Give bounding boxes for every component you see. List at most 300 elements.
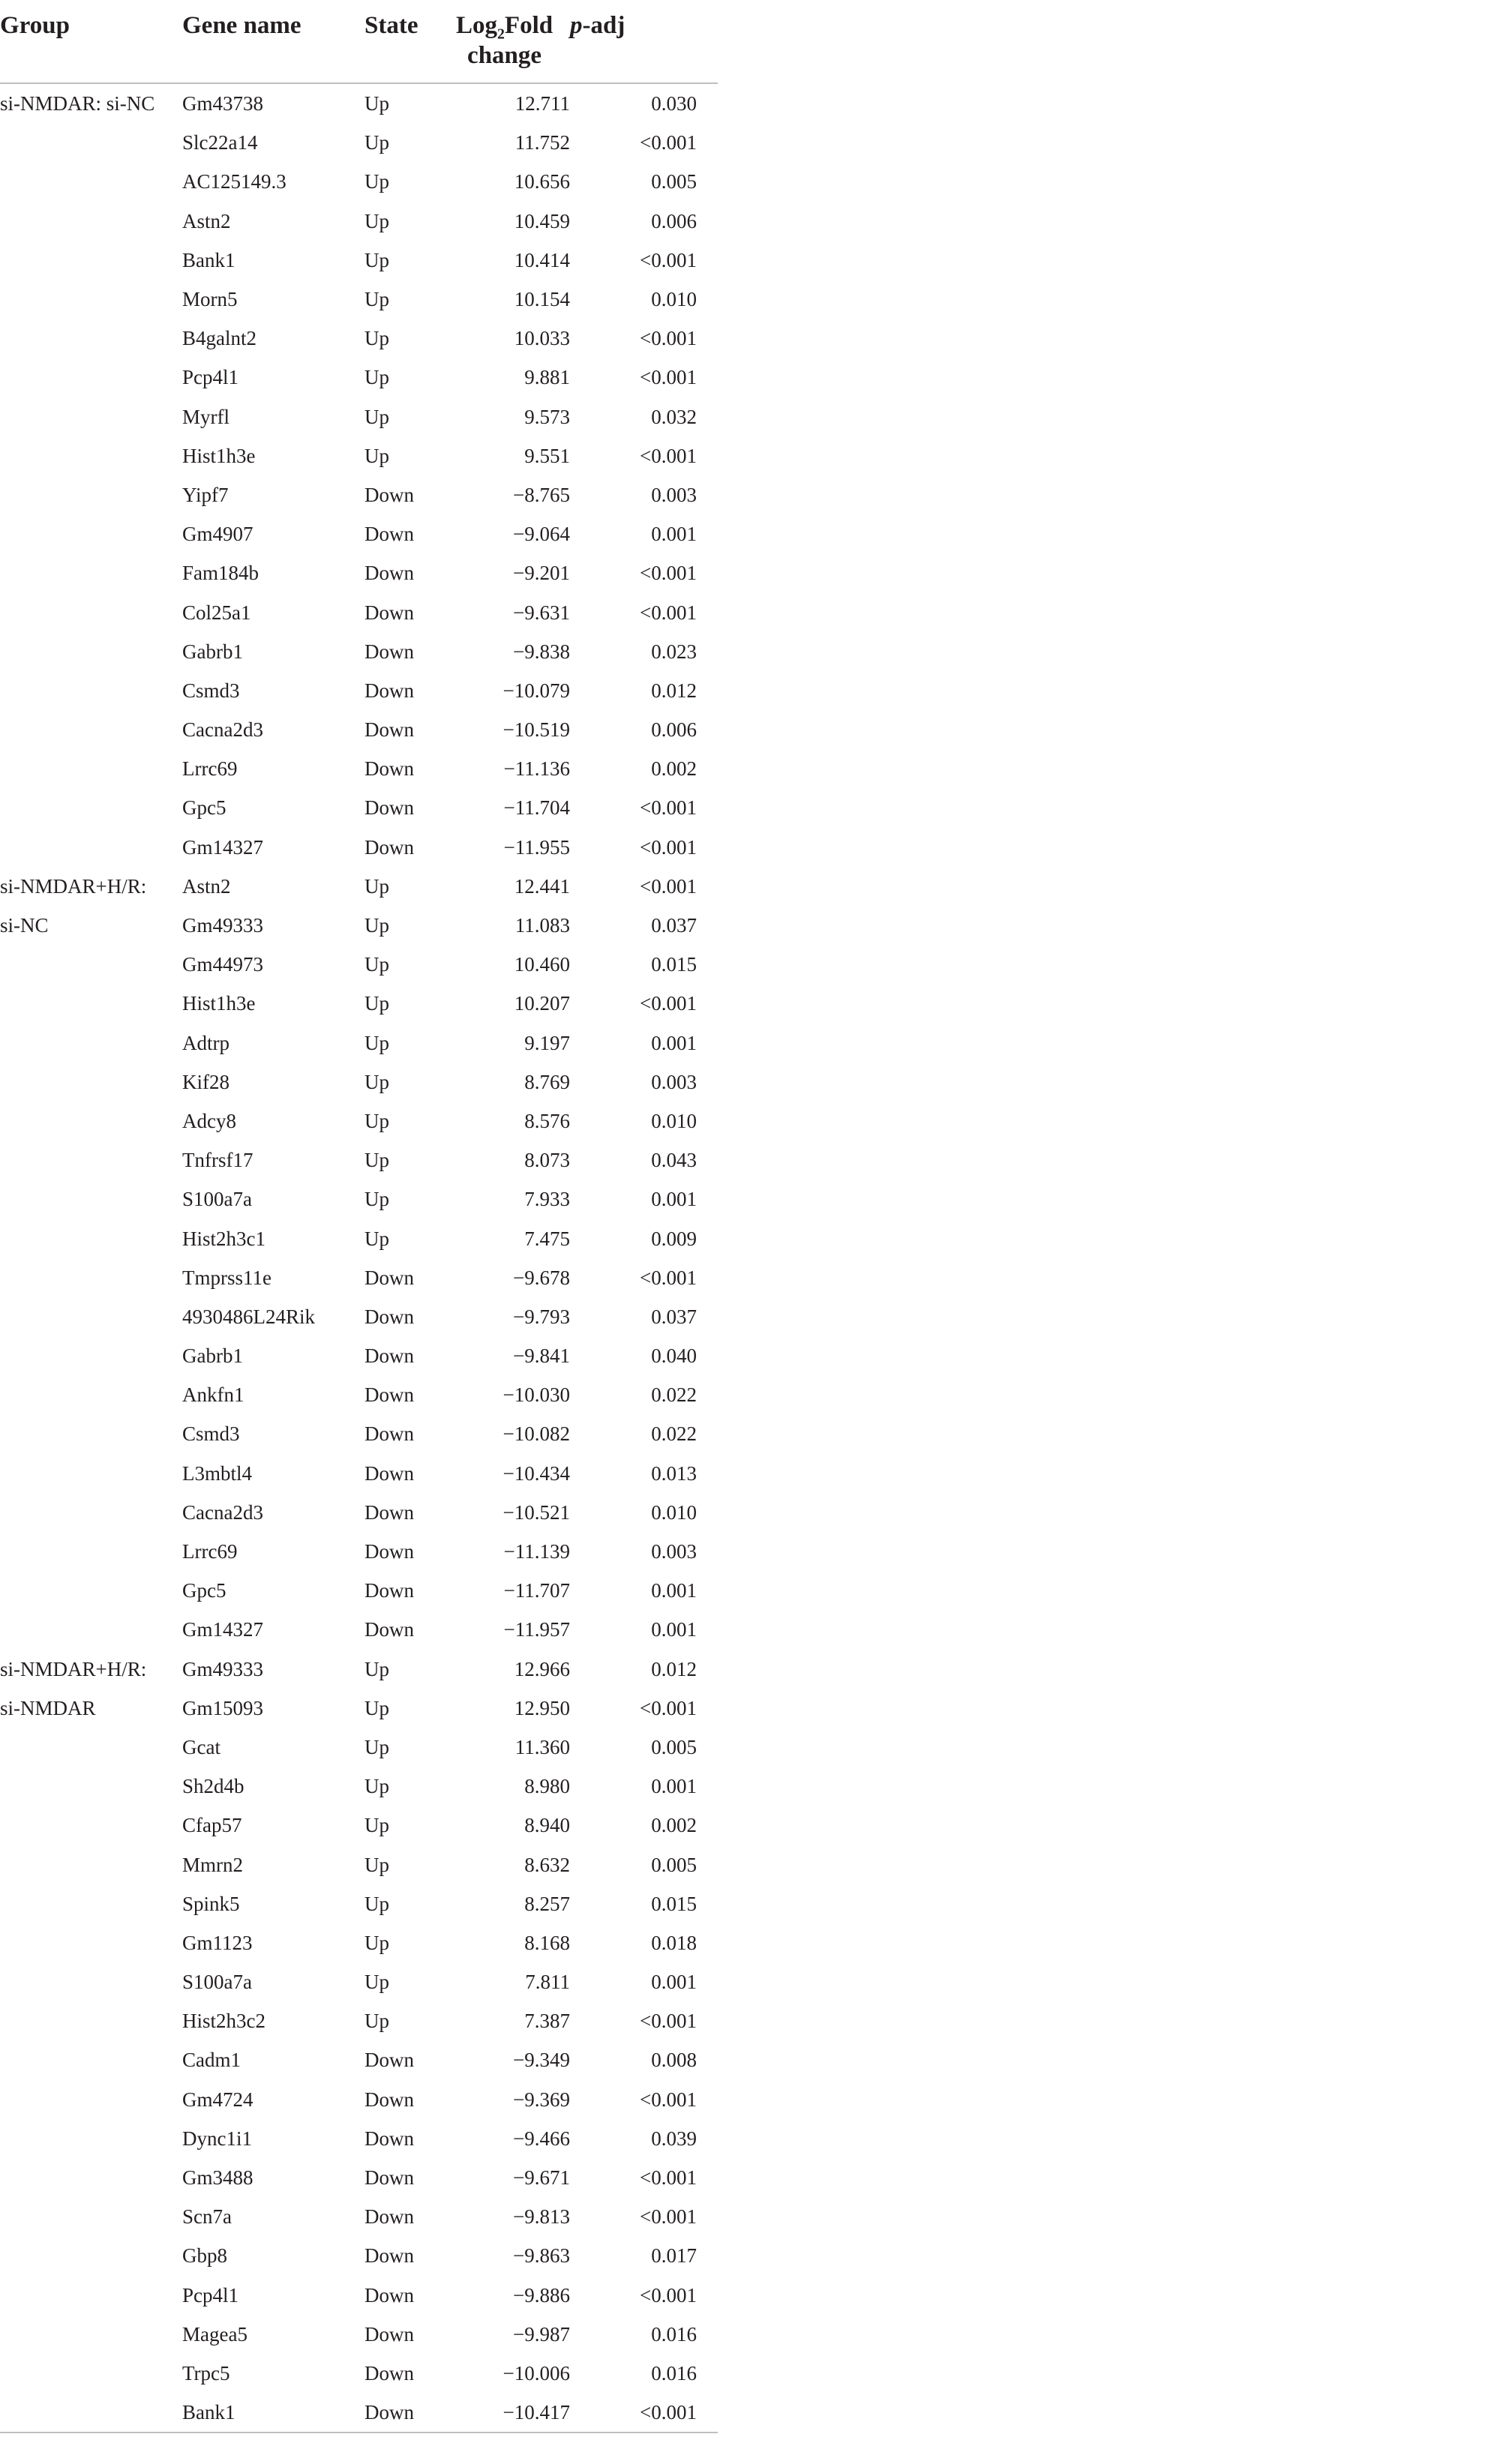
p-adj-cell-text: 0.001	[651, 1971, 697, 1994]
log2-fold-change-cell-text: −10.434	[502, 1461, 570, 1485]
table-row	[0, 2001, 718, 2040]
group-cell	[0, 162, 182, 201]
table-row	[0, 1297, 718, 1336]
state-cell	[364, 2236, 456, 2275]
log2-fold-change-cell-text: 12.950	[514, 1696, 570, 1719]
p-adj-cell	[570, 2236, 718, 2275]
p-adj-cell-text: 0.001	[651, 1618, 697, 1641]
p-adj-cell-text: 0.003	[651, 1540, 697, 1563]
p-adj-cell	[570, 1806, 718, 1845]
header-p-adj: p-adj	[570, 0, 718, 83]
gene-name-cell-text: Pcp4l1	[182, 366, 239, 389]
p-adj-cell	[570, 1493, 718, 1532]
log2-fold-change-cell-text: −11.957	[503, 1618, 570, 1641]
state-cell	[364, 280, 456, 319]
state-cell	[364, 202, 456, 241]
log2-fold-change-cell	[456, 1219, 570, 1257]
state-cell	[364, 397, 456, 436]
state-cell-text: Up	[364, 1735, 389, 1758]
state-cell	[364, 2354, 456, 2393]
group-cell	[0, 984, 182, 1023]
log2-fold-change-cell	[456, 1024, 570, 1063]
p-adj-cell-text: 0.005	[651, 1853, 697, 1876]
gene-name-cell	[182, 514, 364, 553]
group-cell-text: si-NMDAR	[0, 1696, 96, 1719]
log2-fold-change-cell	[456, 358, 570, 397]
p-adj-cell	[570, 1845, 718, 1884]
state-cell	[364, 1923, 456, 1962]
table-row	[0, 1767, 718, 1806]
p-adj-cell-text: 0.010	[651, 1109, 697, 1132]
p-adj-cell-text: <0.001	[640, 444, 697, 467]
log2-fold-change-cell-text: −10.006	[502, 2361, 570, 2385]
state-cell-text: Down	[364, 1344, 414, 1368]
gene-name-cell	[182, 828, 364, 867]
gene-name-cell	[182, 906, 364, 945]
log2-fold-change-cell-text: 8.769	[524, 1070, 570, 1093]
state-cell-text: Down	[364, 2205, 414, 2229]
gene-name-cell	[182, 867, 364, 906]
group-cell	[0, 828, 182, 867]
state-cell-text: Down	[364, 2049, 414, 2072]
p-adj-cell-text: 0.016	[651, 2361, 697, 2385]
log2-fold-change-cell	[456, 2080, 570, 2119]
state-cell-text: Down	[364, 718, 414, 742]
state-cell-text: Down	[364, 835, 414, 859]
gene-name-cell	[182, 2197, 364, 2236]
gene-name-cell-text: Morn5	[182, 288, 238, 311]
log2-fold-change-cell-text: −9.886	[513, 2283, 570, 2307]
group-cell-text: si-NC	[0, 914, 49, 937]
log2-fold-change-cell-text: 12.966	[514, 1657, 570, 1680]
log2-fold-change-cell	[456, 828, 570, 867]
state-cell	[364, 1141, 456, 1180]
group-cell	[0, 1767, 182, 1806]
p-adj-cell	[570, 1219, 718, 1257]
header-gene-name: Gene name	[182, 0, 364, 83]
p-adj-cell-text: 0.001	[651, 1775, 697, 1798]
gene-name-cell-text: L3mbtl4	[182, 1461, 252, 1485]
group-cell	[0, 280, 182, 319]
gene-name-cell	[182, 1884, 364, 1923]
state-cell-text: Down	[364, 1383, 414, 1407]
gene-name-cell-text: B4galnt2	[182, 327, 256, 350]
gene-name-cell-text: Gm14327	[182, 1618, 263, 1641]
state-cell-text: Up	[364, 327, 389, 350]
group-cell	[0, 1571, 182, 1610]
state-cell-text: Down	[364, 2166, 414, 2190]
state-cell	[364, 592, 456, 631]
p-adj-cell	[570, 671, 718, 710]
group-cell	[0, 671, 182, 710]
log2-fold-change-cell-text: 8.576	[524, 1109, 570, 1132]
p-adj-cell	[570, 475, 718, 514]
gene-name-cell	[182, 592, 364, 631]
group-cell	[0, 2276, 182, 2315]
gene-name-cell	[182, 2315, 364, 2354]
p-adj-cell	[570, 945, 718, 984]
log2-fold-change-cell-text: 11.360	[514, 1735, 570, 1758]
p-adj-cell	[570, 1532, 718, 1571]
log2-fold-change-cell-text: 8.257	[524, 1892, 570, 1915]
gene-name-cell-text: S100a7a	[182, 1971, 252, 1994]
group-cell	[0, 1063, 182, 1102]
log2-fold-change-cell	[456, 1845, 570, 1884]
log2-fold-change-cell	[456, 1180, 570, 1219]
group-cell	[0, 1336, 182, 1375]
log2-fold-change-cell	[456, 1141, 570, 1180]
group-cell	[0, 1728, 182, 1767]
group-cell	[0, 123, 182, 162]
state-cell	[364, 1532, 456, 1571]
gene-name-cell-text: Hist1h3e	[182, 992, 256, 1015]
p-adj-cell-text: 0.012	[651, 679, 697, 702]
state-cell-text: Down	[364, 640, 414, 663]
state-cell-text: Up	[364, 2010, 389, 2033]
table-row	[0, 906, 718, 945]
gene-name-cell	[182, 1024, 364, 1063]
state-cell	[364, 1806, 456, 1845]
p-adj-cell-text: 0.002	[651, 757, 697, 781]
log2-fold-change-cell	[456, 1923, 570, 1962]
p-adj-cell	[570, 1571, 718, 1610]
p-adj-cell-text: 0.001	[651, 1579, 697, 1602]
gene-name-cell-text: Gm1123	[182, 1931, 253, 1954]
gene-name-cell	[182, 1375, 364, 1414]
log2-fold-change-cell-text: −9.201	[513, 562, 570, 585]
group-cell	[0, 241, 182, 280]
table-row	[0, 202, 718, 241]
group-cell	[0, 358, 182, 397]
log2-fold-change-cell-text: −9.841	[513, 1344, 570, 1368]
state-cell	[364, 1063, 456, 1102]
p-adj-cell	[570, 1610, 718, 1649]
table-row	[0, 867, 718, 906]
gene-name-cell-text: Tnfrsf17	[182, 1149, 254, 1172]
gene-name-cell-text: Gbp8	[182, 2244, 227, 2268]
table-row	[0, 436, 718, 475]
gene-name-cell-text: Myrfl	[182, 405, 230, 428]
p-adj-cell	[570, 1063, 718, 1102]
state-cell	[364, 2315, 456, 2354]
p-adj-cell	[570, 319, 718, 358]
log2-fold-change-cell-text: 7.475	[524, 1227, 570, 1250]
p-adj-cell-text: 0.001	[651, 1188, 697, 1211]
state-cell-text: Down	[364, 1305, 414, 1328]
gene-name-cell-text: Spink5	[182, 1892, 240, 1915]
gene-name-cell-text: Hist1h3e	[182, 444, 256, 467]
table-row	[0, 1845, 718, 1884]
p-adj-cell-text: <0.001	[640, 366, 697, 389]
p-adj-cell-text: <0.001	[640, 835, 697, 859]
p-adj-cell-text: <0.001	[640, 2283, 697, 2307]
log2-fold-change-cell-text: −11.139	[503, 1540, 570, 1563]
group-cell-text: si-NMDAR+H/R:	[0, 1657, 147, 1680]
log2-fold-change-cell	[456, 984, 570, 1023]
p-adj-cell	[570, 828, 718, 867]
log2-fold-change-cell-text: 8.168	[524, 1931, 570, 1954]
state-cell	[364, 1610, 456, 1649]
group-cell	[0, 592, 182, 631]
group-cell	[0, 397, 182, 436]
log2-fold-change-cell-text: −9.987	[513, 2322, 570, 2346]
log2-fold-change-cell-text: −10.521	[502, 1500, 570, 1524]
table-row	[0, 1610, 718, 1649]
p-adj-cell	[570, 1297, 718, 1336]
p-adj-cell	[570, 1180, 718, 1219]
p-adj-cell-text: 0.043	[651, 1149, 697, 1172]
log2-fold-change-cell	[456, 2040, 570, 2079]
state-cell-text: Up	[364, 1188, 389, 1211]
table-row	[0, 358, 718, 397]
log2-fold-change-cell	[456, 2276, 570, 2315]
gene-name-cell-text: Lrrc69	[182, 1540, 238, 1563]
table-row	[0, 1336, 718, 1375]
table-row	[0, 1024, 718, 1063]
table-row	[0, 2276, 718, 2315]
p-adj-cell	[570, 1336, 718, 1375]
log2-fold-change-cell	[456, 1767, 570, 1806]
p-adj-cell	[570, 2315, 718, 2354]
p-adj-cell-text: 0.023	[651, 640, 697, 663]
group-cell	[0, 514, 182, 553]
group-cell	[0, 1884, 182, 1923]
table-row	[0, 710, 718, 749]
state-cell-text: Down	[364, 601, 414, 624]
state-cell-text: Down	[364, 2361, 414, 2385]
state-cell	[364, 1180, 456, 1219]
state-cell	[364, 1689, 456, 1728]
p-adj-cell-text: <0.001	[640, 562, 697, 585]
p-adj-cell	[570, 1141, 718, 1180]
p-adj-cell-text: 0.017	[651, 2244, 697, 2268]
state-cell	[364, 984, 456, 1023]
state-cell	[364, 828, 456, 867]
table-row	[0, 945, 718, 984]
state-cell	[364, 788, 456, 827]
group-cell	[0, 1532, 182, 1571]
table-row	[0, 241, 718, 280]
log2-fold-change-cell	[456, 1493, 570, 1532]
gene-name-cell-text: Hist2h3c1	[182, 1227, 266, 1250]
table-row	[0, 397, 718, 436]
p-adj-cell	[570, 710, 718, 749]
p-adj-cell-text: <0.001	[640, 1266, 697, 1289]
table-row	[0, 1414, 718, 1453]
table-row	[0, 984, 718, 1023]
state-cell-text: Up	[364, 992, 389, 1015]
state-cell	[364, 1258, 456, 1297]
gene-name-cell-text: Adtrp	[182, 1031, 230, 1054]
gene-name-cell	[182, 710, 364, 749]
gene-name-cell-text: Mmrn2	[182, 1853, 243, 1876]
p-adj-cell-text: 0.010	[651, 1500, 697, 1524]
group-cell	[0, 2119, 182, 2158]
group-cell	[0, 1493, 182, 1532]
p-adj-cell	[570, 2276, 718, 2315]
p-adj-cell	[570, 2119, 718, 2158]
p-adj-cell	[570, 1375, 718, 1414]
state-cell	[364, 1024, 456, 1063]
p-adj-cell	[570, 867, 718, 906]
group-cell	[0, 2040, 182, 2079]
header-row	[0, 0, 718, 83]
state-cell	[364, 1493, 456, 1532]
state-cell-text: Up	[364, 92, 389, 115]
p-adj-cell	[570, 123, 718, 162]
state-cell-text: Down	[364, 757, 414, 781]
log2-fold-change-cell	[456, 1610, 570, 1649]
state-cell-text: Up	[364, 1149, 389, 1172]
group-cell	[0, 553, 182, 592]
p-adj-cell	[570, 83, 718, 123]
log2-fold-change-cell	[456, 906, 570, 945]
state-cell-text: Up	[364, 953, 389, 976]
table-row	[0, 1728, 718, 1767]
p-adj-cell	[570, 2080, 718, 2119]
group-cell	[0, 710, 182, 749]
log2-fold-change-cell	[456, 2236, 570, 2275]
gene-name-cell-text: Csmd3	[182, 1422, 240, 1446]
state-cell-text: Down	[364, 562, 414, 585]
gene-name-cell-text: Astn2	[182, 874, 231, 898]
gene-name-cell	[182, 2001, 364, 2040]
group-cell	[0, 1923, 182, 1962]
gene-name-cell	[182, 1258, 364, 1297]
p-adj-cell-text: 0.012	[651, 1657, 697, 1680]
gene-name-cell	[182, 162, 364, 201]
gene-name-cell-text: Astn2	[182, 209, 231, 232]
gene-name-cell	[182, 788, 364, 827]
table-row	[0, 280, 718, 319]
gene-name-cell	[182, 358, 364, 397]
state-cell-text: Up	[364, 1070, 389, 1093]
state-cell	[364, 2040, 456, 2079]
gene-name-cell	[182, 1610, 364, 1649]
p-adj-cell-text: <0.001	[640, 327, 697, 350]
table-row	[0, 1493, 718, 1532]
table-row	[0, 2393, 718, 2433]
table-row	[0, 1689, 718, 1728]
log2-fold-change-cell	[456, 592, 570, 631]
p-adj-cell	[570, 202, 718, 241]
state-cell	[364, 710, 456, 749]
log2-fold-change-cell	[456, 1375, 570, 1414]
gene-name-cell	[182, 1180, 364, 1219]
gene-name-cell-text: Hist2h3c2	[182, 2010, 266, 2033]
p-adj-cell	[570, 906, 718, 945]
gene-name-cell-text: Lrrc69	[182, 757, 238, 781]
state-cell	[364, 867, 456, 906]
gene-name-cell	[182, 1571, 364, 1610]
p-adj-cell-text: 0.003	[651, 483, 697, 506]
table-row	[0, 1532, 718, 1571]
table-row	[0, 2315, 718, 2354]
state-cell	[364, 358, 456, 397]
state-cell	[364, 749, 456, 788]
group-cell	[0, 945, 182, 984]
log2-fold-change-cell-text: −10.417	[502, 2401, 570, 2424]
state-cell	[364, 1454, 456, 1493]
log2-fold-change-cell-text: 8.632	[524, 1853, 570, 1876]
gene-name-cell-text: Gm49333	[182, 1657, 263, 1680]
log2-fold-change-cell-text: −9.838	[513, 640, 570, 663]
table-row	[0, 553, 718, 592]
group-cell	[0, 1845, 182, 1884]
group-cell	[0, 1689, 182, 1728]
table-header	[0, 0, 718, 83]
p-adj-cell-text: 0.018	[651, 1931, 697, 1954]
table-row	[0, 1063, 718, 1102]
p-adj-cell	[570, 632, 718, 671]
p-adj-cell-text: <0.001	[640, 248, 697, 271]
gene-name-cell-text: Gabrb1	[182, 1344, 243, 1368]
table-row	[0, 1375, 718, 1414]
log2-fold-change-cell-text: −11.707	[503, 1579, 570, 1602]
log2-fold-change-cell-text: −8.765	[513, 483, 570, 506]
state-cell-text: Up	[364, 366, 389, 389]
table-row	[0, 1454, 718, 1493]
p-adj-cell	[570, 162, 718, 201]
log2-fold-change-cell-text: −9.064	[513, 523, 570, 546]
group-cell	[0, 319, 182, 358]
p-adj-cell	[570, 358, 718, 397]
gene-name-cell	[182, 1414, 364, 1453]
p-adj-cell	[570, 1454, 718, 1493]
state-cell-text: Up	[364, 914, 389, 937]
group-cell	[0, 906, 182, 945]
p-adj-cell	[570, 1962, 718, 2001]
gene-name-cell	[182, 280, 364, 319]
state-cell-text: Up	[364, 288, 389, 311]
table-row	[0, 1650, 718, 1689]
log2-fold-change-cell	[456, 867, 570, 906]
group-cell	[0, 2393, 182, 2433]
p-adj-cell	[570, 2040, 718, 2079]
log2-fold-change-cell-text: 9.573	[524, 405, 570, 428]
p-adj-cell-text: 0.022	[651, 1383, 697, 1407]
state-cell	[364, 1219, 456, 1257]
group-cell	[0, 867, 182, 906]
gene-name-cell-text: 4930486L24Rik	[182, 1305, 316, 1328]
p-adj-cell-text: 0.001	[651, 1031, 697, 1054]
p-adj-cell	[570, 1414, 718, 1453]
state-cell-text: Up	[364, 1814, 389, 1837]
gene-name-cell	[182, 2276, 364, 2315]
log2-fold-change-cell	[456, 2001, 570, 2040]
gene-name-cell	[182, 83, 364, 123]
state-cell	[364, 2080, 456, 2119]
p-adj-cell-text: 0.022	[651, 1422, 697, 1446]
gene-name-cell	[182, 1728, 364, 1767]
table-row	[0, 1571, 718, 1610]
group-cell	[0, 749, 182, 788]
gene-name-cell-text: Cfap57	[182, 1814, 242, 1837]
p-adj-cell-text: 0.013	[651, 1461, 697, 1485]
p-adj-cell-text: 0.032	[651, 405, 697, 428]
table-row	[0, 514, 718, 553]
p-adj-cell	[570, 2158, 718, 2197]
p-adj-cell	[570, 280, 718, 319]
gene-name-cell	[182, 1962, 364, 2001]
state-cell	[364, 162, 456, 201]
state-cell-text: Up	[364, 1696, 389, 1719]
log2-fold-change-cell	[456, 1454, 570, 1493]
log2-fold-change-cell-text: −9.793	[513, 1305, 570, 1328]
state-cell	[364, 1297, 456, 1336]
p-adj-cell	[570, 1689, 718, 1728]
log2-fold-change-cell-text: 10.207	[514, 992, 570, 1015]
